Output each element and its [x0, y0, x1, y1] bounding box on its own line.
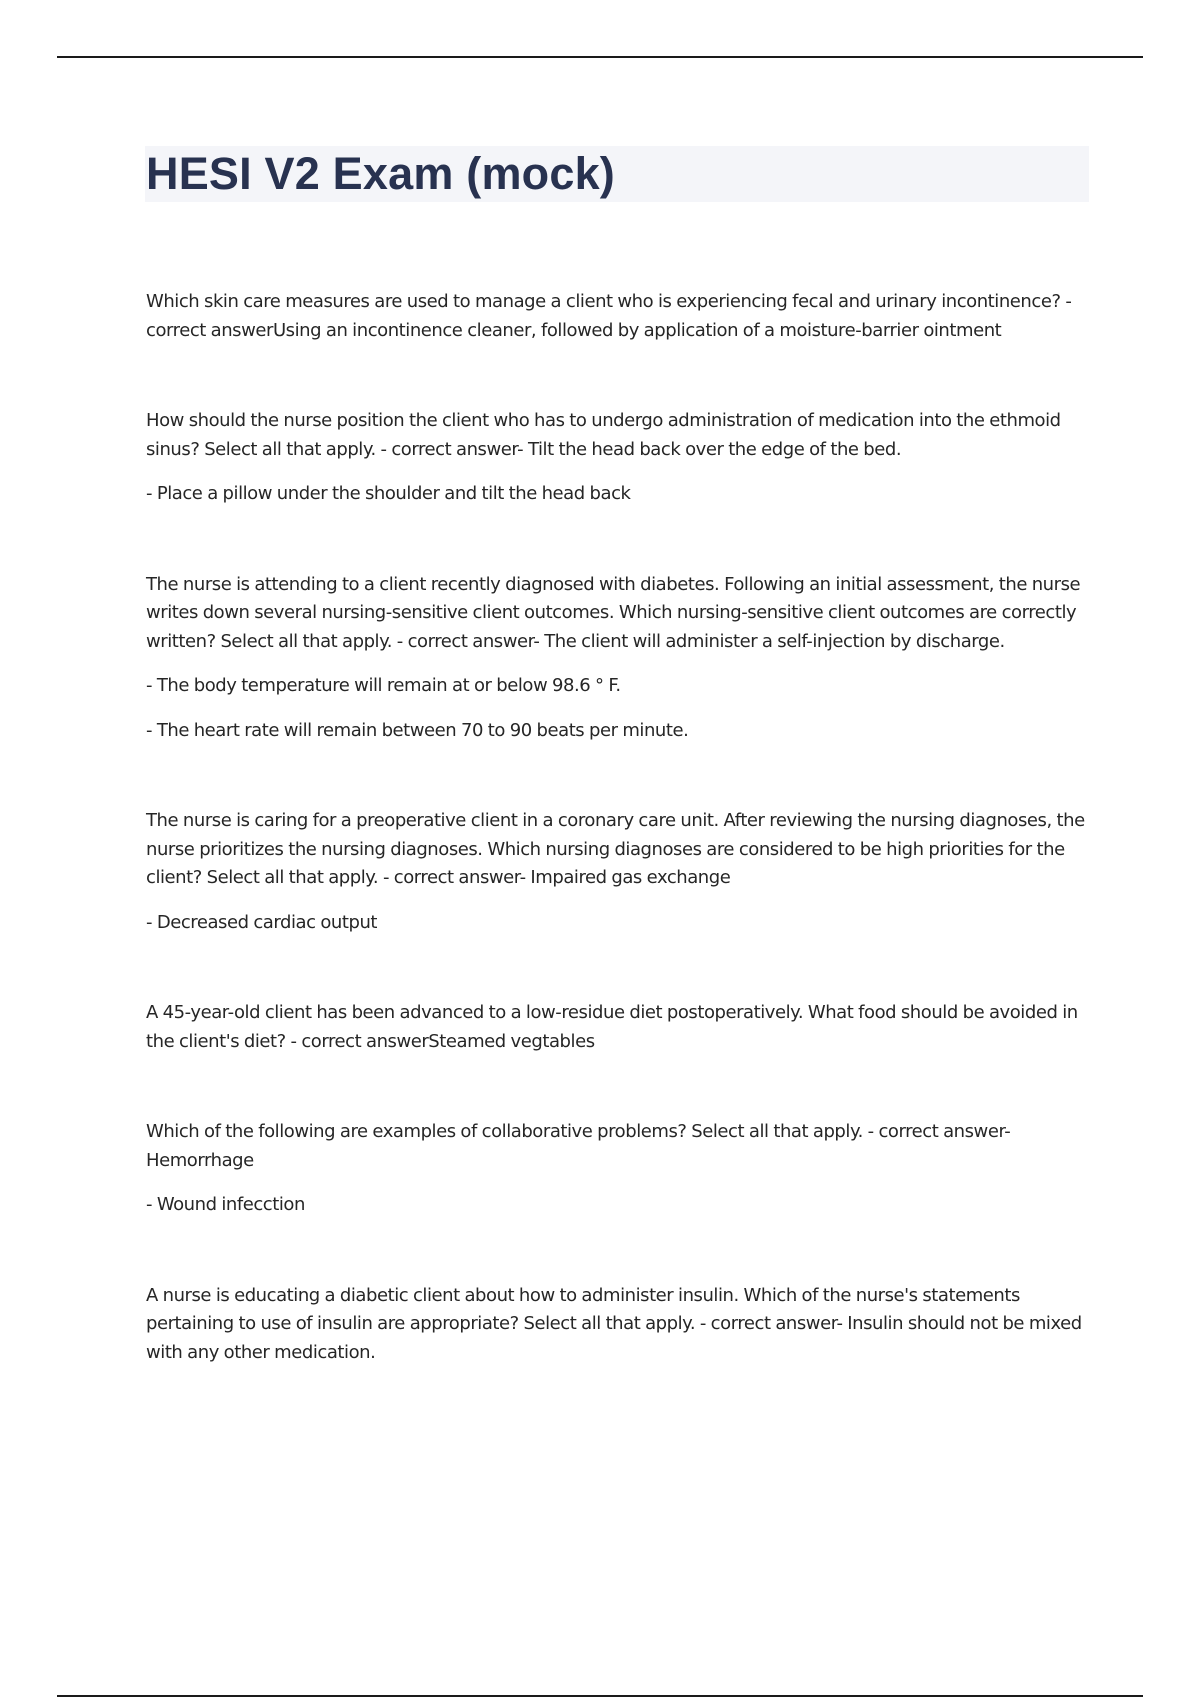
- qa-list: [146, 288, 1086, 1429]
- question-text: How should the nurse position the client who has to undergo administration of medication into the ethmoid sinus? Select all that apply. - correct answer- Tilt the head back over the edge of the bed.: [146, 410, 1061, 460]
- qa-item: [146, 288, 1086, 345]
- qa-item: [146, 1282, 1086, 1368]
- question-text: Which of the following are examples of collaborative problems? Select all that apply. - correct answer-Hemorrhage: [146, 1121, 1011, 1171]
- qa-item: [146, 807, 1086, 937]
- qa-item: [146, 999, 1086, 1056]
- qa-item: [146, 407, 1086, 509]
- question-text: A 45-year-old client has been advanced to a low-residue diet postoperatively. What food should be avoided in the client's diet? - correct answerSteamed vegtables: [146, 1002, 1078, 1052]
- question-text: A nurse is educating a diabetic client about how to administer insulin. Which of the nurse's statements pertaining to use of insulin are appropriate? Select all that apply. - correct answer- Insulin should not be mixed with any other medication.: [146, 1284, 1082, 1363]
- question-text: Which skin care measures are used to manage a client who is experiencing fecal and urinary incontinence? - correct answerUsing an incontinence cleaner, followed by application of a moisture-barrier ointment: [146, 291, 1072, 341]
- page-title: HESI V2 Exam (mock): [146, 148, 615, 199]
- qa-item: [146, 571, 1086, 746]
- bottom-rule: [57, 1695, 1143, 1697]
- answer-extra: - Place a pillow under the shoulder and tilt the head back: [146, 483, 631, 504]
- answer-extra: - Decreased cardiac output: [146, 911, 378, 933]
- answer-extra: - The body temperature will remain at or below 98.6 ° F.: [146, 675, 621, 696]
- question-text: The nurse is attending to a client recently diagnosed with diabetes. Following an initial assessment, the nurse writes down several nursing-sensitive client outcomes. Which nursing-sensitive client outcomes are correctly written? Select all that apply. - correct answer- The client will administer a self-injection by discharge.: [146, 573, 1081, 652]
- top-rule: [57, 56, 1143, 58]
- answer-extra: - Wound infecction: [146, 1194, 305, 1215]
- question-text: The nurse is caring for a preoperative client in a coronary care unit. After reviewing the nursing diagnoses, the nurse prioritizes the nursing diagnoses. Which nursing diagnoses are considered to be high priorities for the client? Select all that apply. - correct answer- Impaired gas exchange: [146, 810, 1085, 888]
- qa-item: [146, 1118, 1086, 1220]
- answer-extra: - The heart rate will remain between 70 to 90 beats per minute.: [146, 719, 689, 741]
